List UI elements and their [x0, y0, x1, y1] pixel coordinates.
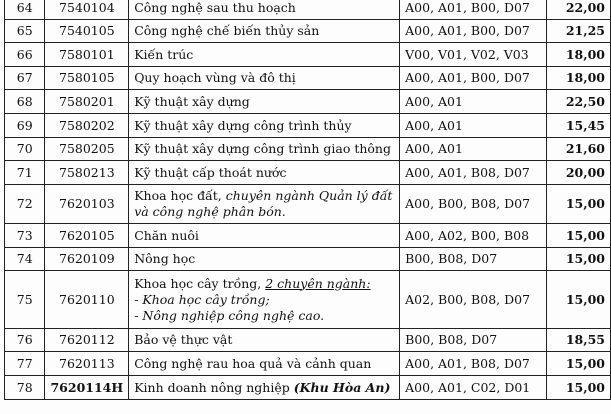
- row-stt: 71: [5, 161, 45, 185]
- major-code: 7620112: [45, 329, 129, 352]
- subject-combos: A02, B00, B08, D07: [400, 271, 547, 329]
- table-row: [5, 224, 611, 248]
- row-stt: 69: [5, 114, 45, 138]
- major-name: Công nghệ chế biến thủy sản: [129, 20, 400, 43]
- cutoff-score: 18,00: [546, 67, 610, 90]
- row-stt: 77: [5, 352, 45, 376]
- table-row: [5, 376, 611, 400]
- table-row: [5, 161, 611, 185]
- major-name: Công nghệ rau hoa quả và cảnh quan: [129, 352, 400, 376]
- major-code: 7620105: [45, 224, 129, 248]
- major-name: Bảo vệ thực vật: [129, 329, 400, 352]
- cutoff-score: 21,60: [546, 138, 610, 161]
- major-name: [129, 271, 400, 329]
- table-row: [5, 271, 611, 329]
- row-stt: 76: [5, 329, 45, 352]
- cutoff-score: 20,00: [546, 161, 610, 185]
- major-specialization: chuyên ngành Quản lý đất và công nghệ phân bón.: [134, 188, 393, 219]
- subject-combos: B00, B08, D07: [400, 329, 547, 352]
- table-row: [5, 248, 611, 271]
- cutoff-score: 18,00: [546, 43, 610, 67]
- cutoff-score: 15,00: [546, 271, 610, 329]
- row-stt: 67: [5, 67, 45, 90]
- subject-combos: A00, A02, B00, B08: [400, 224, 547, 248]
- major-name: Chăn nuôi: [129, 224, 400, 248]
- major-code: 7620110: [45, 271, 129, 329]
- major-code: 7540104: [45, 0, 129, 20]
- subject-combos: A00, A01, B00, D07: [400, 20, 547, 43]
- subject-combos: A00, A01, B00, D07: [400, 67, 547, 90]
- major-code: 7580105: [45, 67, 129, 90]
- cutoff-score: 18,55: [546, 329, 610, 352]
- subject-combos: A00, B00, B08, D07: [400, 185, 547, 224]
- major-code: 7540105: [45, 20, 129, 43]
- table-row: [5, 0, 611, 20]
- subject-combos: A00, A01: [400, 90, 547, 114]
- subject-combos: V00, V01, V02, V03: [400, 43, 547, 67]
- cutoff-score: 15,00: [546, 224, 610, 248]
- major-code: 7580202: [45, 114, 129, 138]
- row-stt: 68: [5, 90, 45, 114]
- campus-note: (Khu Hòa An): [293, 379, 391, 395]
- cutoff-score: 15,00: [546, 185, 610, 224]
- row-stt: 66: [5, 43, 45, 67]
- table-row: [5, 67, 611, 90]
- major-name: Kỹ thuật xây dựng công trình giao thông: [129, 138, 400, 161]
- row-stt: 72: [5, 185, 45, 224]
- row-stt: 74: [5, 248, 45, 271]
- major-name: Kỹ thuật cấp thoát nước: [129, 161, 400, 185]
- table-row: [5, 114, 611, 138]
- subject-combos: A00, A01: [400, 114, 547, 138]
- major-code: 7620109: [45, 248, 129, 271]
- cutoff-score: 15,45: [546, 114, 610, 138]
- major-code: 7580205: [45, 138, 129, 161]
- row-stt: 78: [5, 376, 45, 400]
- major-code: 7580213: [45, 161, 129, 185]
- subject-combos: A00, A01: [400, 138, 547, 161]
- row-stt: 65: [5, 20, 45, 43]
- table-row: [5, 43, 611, 67]
- major-name: Kỹ thuật xây dựng: [129, 90, 400, 114]
- subject-combos: A00, A01, B08, D07: [400, 161, 547, 185]
- subject-combos: A00, A01, B08, D07: [400, 352, 547, 376]
- cutoff-score: 15,00: [546, 248, 610, 271]
- major-code: 7620114H: [45, 376, 129, 400]
- table-row: [5, 352, 611, 376]
- major-name: Kiến trúc: [129, 43, 400, 67]
- major-specialization: 2 chuyên ngành:: [265, 275, 371, 291]
- major-name-main: Khoa học cây trồng,: [134, 275, 262, 291]
- table-row: [5, 329, 611, 352]
- admission-score-table: [4, 0, 611, 400]
- subject-combos: A00, A01, C02, D01: [400, 376, 547, 400]
- cutoff-score: 15,00: [546, 352, 610, 376]
- row-stt: 64: [5, 0, 45, 20]
- table-row: [5, 138, 611, 161]
- major-code: 7620113: [45, 352, 129, 376]
- major-name-main: Khoa học đất,: [134, 188, 222, 203]
- major-name: [129, 376, 400, 400]
- row-stt: 73: [5, 224, 45, 248]
- subject-combos: B00, B08, D07: [400, 248, 547, 271]
- table-row: [5, 90, 611, 114]
- cutoff-score: 22,00: [546, 0, 610, 20]
- row-stt: 70: [5, 138, 45, 161]
- subject-combos: A00, A01, B00, D07: [400, 0, 547, 20]
- major-name: Kỹ thuật xây dựng công trình thủy: [129, 114, 400, 138]
- major-code: 7580201: [45, 90, 129, 114]
- cutoff-score: 15,00: [546, 376, 610, 400]
- cutoff-score: 22,50: [546, 90, 610, 114]
- major-code: 7620103: [45, 185, 129, 224]
- major-name: Công nghệ sau thu hoạch: [129, 0, 400, 20]
- specialization-item: - Khoa học cây trồng;: [134, 291, 270, 307]
- major-name: [129, 185, 400, 224]
- major-name: Quy hoạch vùng và đô thị: [129, 67, 400, 90]
- major-code: 7580101: [45, 43, 129, 67]
- major-name-main: Kinh doanh nông nghiệp: [134, 379, 290, 395]
- major-name: Nông học: [129, 248, 400, 271]
- table-row: [5, 20, 611, 43]
- row-stt: 75: [5, 271, 45, 329]
- cutoff-score: 21,25: [546, 20, 610, 43]
- table-row: [5, 185, 611, 224]
- specialization-item: - Nông nghiệp công nghệ cao.: [134, 307, 325, 323]
